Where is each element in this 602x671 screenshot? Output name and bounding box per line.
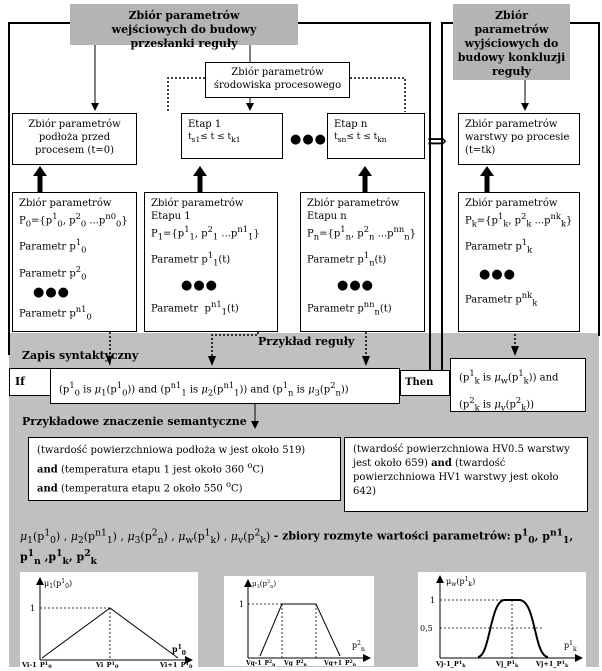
chart2-xlabel: $p^2_n$ [352,640,365,653]
p0-title: Zbiór parametrów [19,198,112,209]
pk-paramN: Parametr $p^{nk}_k$ [465,289,538,307]
sem-left-line3: and (temperatura etapu 2 około 550 $^o$C) [37,479,243,495]
stage1-box [181,113,283,159]
fuzzy-list: $\mu_1(p^1_0)$ , $\mu_2(p^{n1}_1)$ , $\mu_3(p^2_n)$ , $\mu_w(p^1_k)$ , $\mu_v(p^2_k)$ [20,527,271,546]
chart1-tick-2: $Vi\_P^1_0$ [96,661,119,668]
pn-title1: Zbiór parametrów [307,198,400,209]
chart2-tick-1: $Vg-1\_P^2_n$ [246,660,276,666]
conclusion-line2: ($p^2_k$ is $\mu_v(p^2_k)$) [459,395,535,413]
stage1-title: Etap 1 [188,119,222,130]
chart-mu3 [224,576,374,666]
if-box: If [9,368,51,396]
p0-paramN: Parametr $p^{n1}_0$ [19,303,92,322]
syntax-title: Zapis syntaktyczny [22,349,139,362]
implies-symbol: ⇒ [427,127,448,155]
param-box-pn [300,192,425,332]
pn-title2: Etapu n [307,211,347,222]
stage1-time: $t_{s1}\le t \le t_{k1}$ [188,132,241,144]
chart2-ytick: 1 [239,600,245,609]
ellipsis-top: ●●● [290,132,328,147]
p1-paramN: Parametr $p^{n1}_1(t)$ [151,298,239,316]
pk-ellipsis: ●●● [479,266,517,282]
p0-ellipsis: ●●● [33,284,71,300]
stageN-box [327,113,425,159]
rule-example-title: Przykład reguły [258,335,355,348]
chart3-xlabel: $p^1_k$ [564,640,577,653]
p0-param1: Parametr $p^1_0$ [19,237,87,255]
chart3-ylabel: $\mu_w(p^1_k)$ [446,576,476,588]
env-parameters-box: Zbiór parametrów środowiska procesowego [205,62,350,98]
p0-param2: Parametr $p^2_0$ [19,263,87,281]
pn-param1: Parametr $p^1_n(t)$ [307,250,387,268]
p1-title2: Etapu 1 [151,211,191,222]
chart3-tick-3: $Vj+1\_P^1_k$ [536,660,569,668]
sem-left-line2: and (temperatura etapu 1 jest około 360 $^o$C) [37,460,264,476]
chart1-tick-3: $Vi+1\_P^1_0$ [160,661,193,668]
pk-param1: Parametr $p^1_k$ [465,237,533,255]
chart-muw [418,572,586,668]
pk-set: $P_k=\{p^1_k$, $p^2_k$ $...p^{nk}_k$} [465,211,573,229]
semantic-left-box [28,437,341,501]
then-box: Then [400,370,450,396]
chart1-ylabel: $\mu_1(p^1_0)$ [44,578,73,590]
chart2-ylabel: $\mu_3(p^2_n)$ [252,579,277,590]
premise-box: ($p^1_0$ is $\mu_1(p^1_0)$) and ($p^{n1}_1$ is $\mu_2(p^{n1}_1)$) and ($p^1_n$ is $\mu_3(p^2_n)$) [50,368,400,404]
p1-title1: Zbiór parametrów [151,198,244,209]
fuzzy-params-b: $p^1_n$ $,p^1_k$, $p^2_k$ [20,548,97,567]
chart1-ytick: 1 [30,604,36,613]
premise-set-header: Zbiór parametrów wejściowych do budowy przesłanki reguły [70,4,298,45]
chart3-ytick-2: 0,5 [420,624,433,633]
conclusion-set-header: Zbiór parametrów wyjściowych do budowy konkluzji reguły [453,4,570,80]
chart1-tick-1: $Vi-1\_P^1_0$ [22,661,52,668]
p0-set: $P_0=\{p^1_0$, $p^2_0$ $...p^{n0}_0$} [19,211,128,229]
fuzzy-sets-line [20,525,573,549]
layer-box: Zbiór parametrów warstwy po procesie (t=tk) [458,113,580,165]
sem-right-text1: (twardość powierzchniowa HV0.5 warstwy jest około 659) [353,444,570,469]
sem-left-line1: (twardość powierzchniowa podłoża w jest około 519) [37,445,306,456]
chart3-tick-2: $Vj\_P^1_k$ [496,660,519,668]
chart-mu1 [20,572,198,668]
param-box-p1 [144,192,278,332]
p1-ellipsis: ●●● [181,277,219,293]
chart2-membership-line [260,604,340,656]
param-box-p0 [12,192,137,332]
stageN-time: $t_{sn}\le t \le t_{kn}$ [334,132,387,144]
chart3-membership-curve [478,600,548,657]
substrate-box: Zbiór parametrów podłoża przed procesem (t=0) [12,113,137,165]
pk-title: Zbiór parametrów [465,198,558,209]
stageN-title: Etap n [334,119,368,130]
sem-right-and: and [431,458,452,469]
conclusion-line1: ($p^1_k$ is $\mu_w(p^1_k)$) and [459,368,559,386]
pn-ellipsis: ●●● [337,277,375,293]
pn-paramN: Parametr $p^{nn}_n(t)$ [307,298,392,316]
chart3-tick-1: $Vj-1\_P^1_k$ [436,660,466,668]
param-box-pk [458,192,580,332]
fuzzy-desc: - zbiory rozmyte wartości parametrów: [273,529,511,543]
fuzzy-params-a: $p^1_0$, $p^{n1}_1$, [514,527,574,546]
pn-set: $P_n=\{p^1_n$, $p^2_n$ $...p^{nn}_n$} [307,224,417,242]
chart2-tick-3: $Vg+1\_P^2_n$ [324,660,356,666]
chart1-xlabel: $p^1_0$ [172,644,186,657]
semantic-title: Przykładowe znaczenie semantyczne [22,415,247,428]
conclusion-box [450,358,586,412]
chart2-tick-2: $Vg\_P^2_n$ [284,660,307,666]
p1-set: $P_1=\{p^1_1$, $p^2_1$ $...p^{n1}_1$} [151,224,260,242]
semantic-right-box [344,437,588,512]
chart3-ytick-1: 1 [430,596,436,605]
sem-right-text2: (twardość powierzchniowa HV1 warstwy jest około 642) [353,458,559,497]
p1-param1: Parametr $p^1_1(t)$ [151,250,231,268]
